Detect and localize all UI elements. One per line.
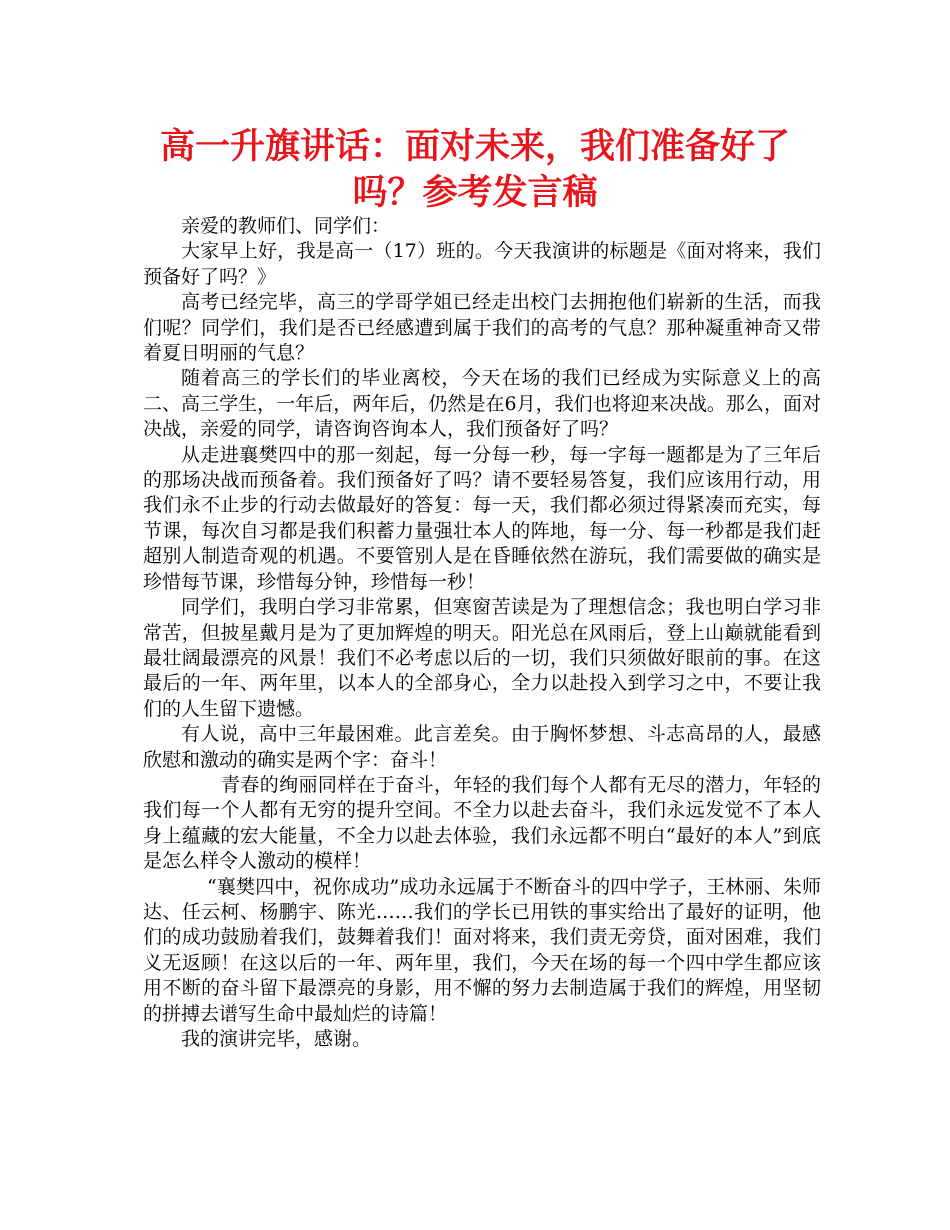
paragraph: 同学们，我明白学习非常累，但寒窗苦读是为了理想信念；我也明白学习非常苦，但披星戴月是为了更加辉煌的明天。阳光总在风雨后，登上山巅就能看到最壮阔最漂亮的风景！我们不必考虑以后的一切，我们只须做好眼前的事。在这最后的一年、两年里，以本人的全部身心，全力以赴投入到学习之中，不要让我们的人生留下遗憾。: [143, 596, 821, 720]
document-body: [143, 214, 821, 1052]
closing-line: 我的演讲完毕，感谢。: [181, 1028, 372, 1050]
paragraph: “襄樊四中，祝你成功”成功永远属于不断奋斗的四中学子，王林丽、朱师达、任云柯、杨鹏宇、陈光……我们的学长已用铁的事实给出了最好的证明，他们的成功鼓励着我们，鼓舞着我们！面对将来，我们责无旁贷，面对困难，我们义无返顾！在这以后的一年、两年里，我们，今天在场的每一个四中学生都应该用不断的奋斗留下最漂亮的身影，用不懈的努力去制造属于我们的辉煌，用坚韧的拼搏去谱写生命中最灿烂的诗篇！: [143, 875, 821, 1025]
salutation: 亲爱的教师们、同学们：: [181, 215, 391, 237]
paragraph: 从走进襄樊四中的那一刻起，每一分每一秒，每一字每一题都是为了三年后的那场决战而预备着。我们预备好了吗？请不要轻易答复，我们应该用行动，用我们永不止步的行动去做最好的答复：每一天，我们都必须过得紧凑而充实，每节课，每次自习都是我们积蓄力量强壮本人的阵地，每一分、每一秒都是我们赶超别人制造奇观的机遇。不要管别人是在昏睡依然在游玩，我们需要做的确实是珍惜每节课，珍惜每分钟，珍惜每一秒！: [143, 443, 821, 593]
paragraph: 青春的绚丽同样在于奋斗，年轻的我们每个人都有无尽的潜力，年轻的我们每一个人都有无穷的提升空间。不全力以赴去奋斗，我们永远发觉不了本人身上蕴藏的宏大能量，不全力以赴去体验，我们永远都不明白“最好的本人”到底是怎么样令人激动的模样！: [143, 773, 821, 873]
paragraph: 高考已经完毕，高三的学哥学姐已经走出校门去拥抱他们崭新的生活，而我们呢？同学们，我们是否已经感遭到属于我们的高考的气息？那种凝重神奇又带着夏日明丽的气息？: [143, 291, 821, 365]
document-title: 高一升旗讲话：面对未来，我们准备好了吗？参考发言稿: [159, 127, 790, 213]
paragraph: 大家早上好，我是高一（17）班的。今天我演讲的标题是《面对将来，我们预备好了吗？》: [143, 240, 821, 288]
paragraph: 随着高三的学长们的毕业离校，今天在场的我们已经成为实际意义上的高二、高三学生，一年后，两年后，仍然是在6月，我们也将迎来决战。那么，面对决战，亲爱的同学，请咨询咨询本人，我们预备好了吗？: [143, 367, 821, 441]
paragraph: 有人说，高中三年最困难。此言差矣。由于胸怀梦想、斗志高昂的人，最感欣慰和激动的确实是两个字：奋斗！: [143, 723, 821, 771]
